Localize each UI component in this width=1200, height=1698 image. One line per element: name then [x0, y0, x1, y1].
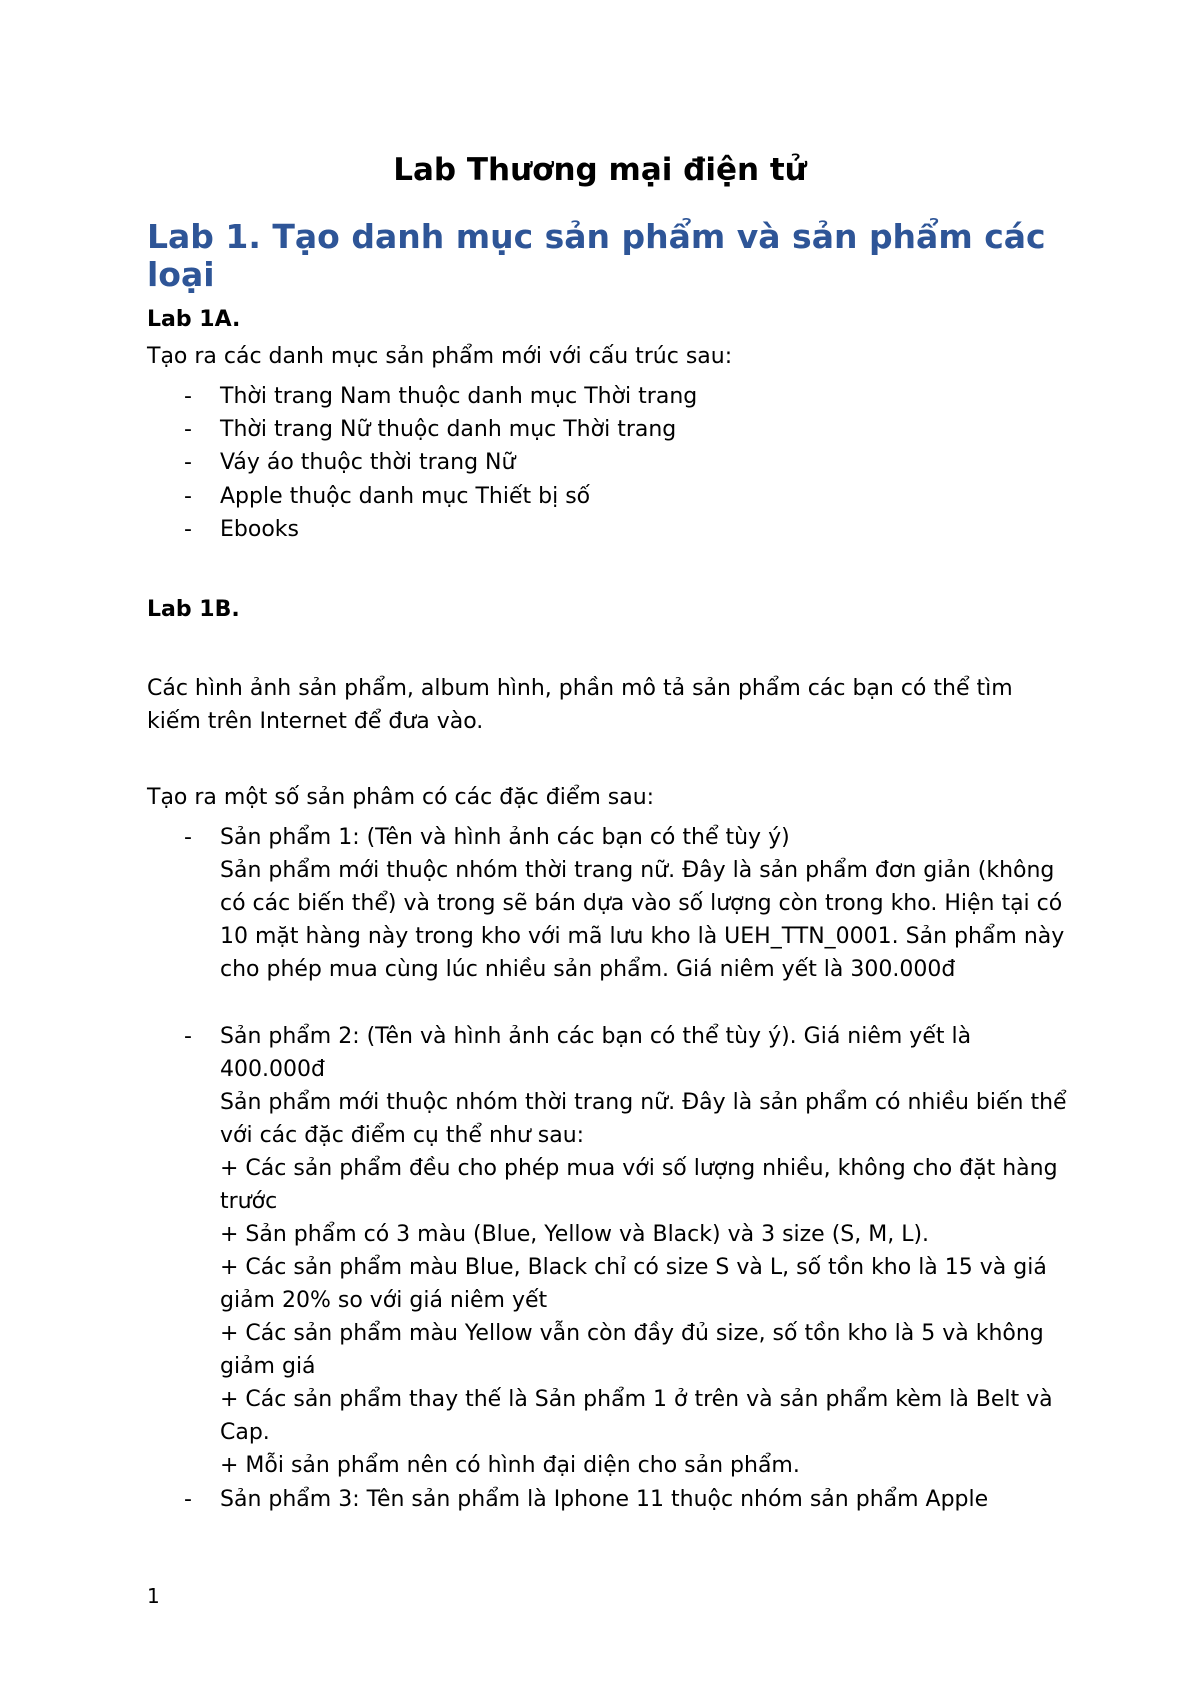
- list-dash: -: [184, 517, 192, 542]
- product-3-title: Sản phẩm 3: Tên sản phẩm là Iphone 11 thuộc nhóm sản phẩm Apple: [220, 1487, 989, 1512]
- product-1-title: Sản phẩm 1: (Tên và hình ảnh các bạn có thể tùy ý): [220, 825, 790, 850]
- product-2-bullet: + Các sản phẩm màu Yellow vẫn còn đầy đủ size, số tồn kho là 5 và không giảm giá: [220, 1321, 1044, 1379]
- product-2-bullet: + Sản phẩm có 3 màu (Blue, Yellow và Black) và 3 size (S, M, L).: [220, 1222, 930, 1247]
- list-dash: -: [184, 1487, 192, 1512]
- list-dash: -: [184, 825, 192, 850]
- product-1-block: [220, 821, 1070, 986]
- lab1b-paragraph-2: Tạo ra một số sản phâm có các đặc điểm sau:: [147, 785, 655, 810]
- list-dash: -: [184, 384, 192, 409]
- list-item-text: Thời trang Nam thuộc danh mục Thời trang: [220, 384, 698, 409]
- product-2-bullet: + Các sản phẩm thay thế là Sản phẩm 1 ở trên và sản phẩm kèm là Belt và Cap.: [220, 1387, 1053, 1445]
- product-2-bullet: + Mỗi sản phẩm nên có hình đại diện cho sản phẩm.: [220, 1453, 800, 1478]
- list-dash: -: [184, 484, 192, 509]
- product-1-description: Sản phẩm mới thuộc nhóm thời trang nữ. Đây là sản phẩm đơn giản (không có các biến thể) và trong sẽ bán dựa vào số lượng còn trong kho. Hiện tại có 10 mặt hàng này trong kho với mã lưu kho là UEH_TTN_0001. Sản phẩm này cho phép mua cùng lúc nhiều sản phẩm. Giá niêm yết là 300.000đ: [220, 858, 1065, 982]
- list-dash: -: [184, 1024, 192, 1049]
- product-2-description: Sản phẩm mới thuộc nhóm thời trang nữ. Đây là sản phẩm có nhiều biến thể với các đặc điểm cụ thể như sau:: [220, 1090, 1067, 1148]
- list-item-text: Váy áo thuộc thời trang Nữ: [220, 450, 516, 475]
- list-dash: -: [184, 417, 192, 442]
- lab1a-heading: Lab 1A.: [147, 307, 241, 332]
- product-2-bullet: + Các sản phẩm màu Blue, Black chỉ có size S và L, số tồn kho là 15 và giá giảm 20% so với giá niêm yết: [220, 1255, 1047, 1313]
- product-2-bullet: + Các sản phẩm đều cho phép mua với số lượng nhiều, không cho đặt hàng trước: [220, 1156, 1058, 1214]
- lab1a-intro: Tạo ra các danh mục sản phẩm mới với cấu trúc sau:: [147, 344, 733, 369]
- list-item-text: Thời trang Nữ thuộc danh mục Thời trang: [220, 417, 677, 442]
- lab1b-heading: Lab 1B.: [147, 597, 240, 622]
- page-number: 1: [147, 1584, 160, 1608]
- document-title: Lab Thương mại điện tử: [393, 152, 807, 188]
- product-2-title: Sản phẩm 2: (Tên và hình ảnh các bạn có thể tùy ý). Giá niêm yết là 400.000đ: [220, 1024, 972, 1082]
- lab1-heading: Lab 1. Tạo danh mục sản phẩm và sản phẩm các loại: [147, 217, 1046, 294]
- lab1b-paragraph-1: Các hình ảnh sản phẩm, album hình, phần mô tả sản phẩm các bạn có thể tìm kiếm trên Internet để đưa vào.: [147, 676, 1013, 734]
- product-2-block: [220, 1020, 1070, 1482]
- list-item-text: Apple thuộc danh mục Thiết bị số: [220, 484, 591, 509]
- list-dash: -: [184, 450, 192, 475]
- list-item-text: Ebooks: [220, 517, 299, 542]
